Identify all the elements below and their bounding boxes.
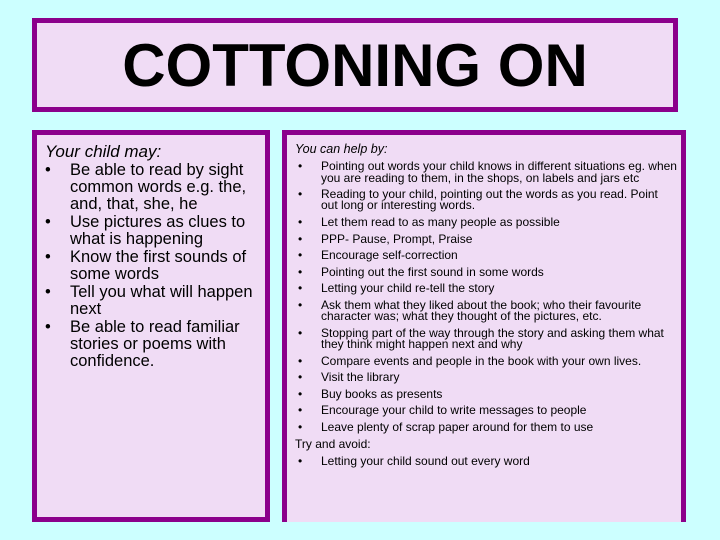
list-item: • Know the first sounds of some words xyxy=(45,248,247,283)
list-item: • Be able to read by sight common words e.g. the, and, that, she, he xyxy=(45,161,247,213)
bullet-icon: • xyxy=(298,419,303,434)
list-item: • Pointing out words your child knows in different situations eg. when you are reading to them, in the shops, on labels and jars etc xyxy=(298,159,677,185)
list-item: • Reading to your child, pointing out the words as you read. Point out long or interesting words. xyxy=(298,187,658,213)
list-item: • Leave plenty of scrap paper around for them to use xyxy=(298,419,594,434)
bullet-icon: • xyxy=(298,353,303,368)
bullet-icon: • xyxy=(298,231,303,246)
list-item: • Compare events and people in the book with your own lives. xyxy=(298,353,642,368)
page-title: COTTONING ON xyxy=(122,31,588,99)
bullet-icon: • xyxy=(298,386,303,401)
bullet-icon: • xyxy=(298,403,303,418)
bullet-icon: • xyxy=(298,281,303,296)
list-item: • Stopping part of the way through the story and asking them what they think might happen next and why xyxy=(298,325,664,351)
help-by-heading: You can help by: xyxy=(295,142,388,156)
list-item: • Letting your child re-tell the story xyxy=(298,281,495,296)
bullet-icon: • xyxy=(298,325,303,340)
list-item: • Let them read to as many people as possible xyxy=(298,214,560,229)
avoid-list xyxy=(295,453,677,468)
child-may-list xyxy=(45,162,259,370)
list-item: • Visit the library xyxy=(298,370,400,385)
bullet-icon: • xyxy=(45,283,51,301)
list-item: • Tell you what will happen next xyxy=(45,283,253,318)
list-item: • Encourage your child to write messages to people xyxy=(298,403,587,418)
list-item: • Use pictures as clues to what is happening xyxy=(45,213,246,248)
bullet-icon: • xyxy=(298,297,303,312)
list-item: • Encourage self-correction xyxy=(298,248,458,263)
list-item: • Ask them what they liked about the book; who their favourite character was; what they thought of the pictures, etc. xyxy=(298,297,642,324)
title-panel xyxy=(32,18,678,112)
bullet-icon: • xyxy=(298,187,303,202)
list-item: • Pointing out the first sound in some words xyxy=(298,264,544,279)
bullet-icon: • xyxy=(45,248,51,266)
bullet-icon: • xyxy=(45,318,51,336)
help-by-panel xyxy=(282,130,686,522)
bullet-icon: • xyxy=(298,264,303,279)
bullet-icon: • xyxy=(45,161,51,179)
list-item: • PPP- Pause, Prompt, Praise xyxy=(298,231,473,246)
bullet-icon: • xyxy=(298,214,303,229)
list-item: • Be able to read familiar stories or poems with confidence. xyxy=(45,318,240,370)
avoid-heading: Try and avoid: xyxy=(295,437,371,452)
bullet-icon: • xyxy=(298,248,303,263)
bullet-icon: • xyxy=(298,370,303,385)
help-by-list xyxy=(295,161,677,433)
child-may-panel xyxy=(32,130,270,522)
bullet-icon: • xyxy=(45,213,51,231)
bullet-icon: • xyxy=(298,453,303,468)
list-item: • Letting your child sound out every word xyxy=(298,453,530,468)
bullet-icon: • xyxy=(298,159,303,174)
list-item: • Buy books as presents xyxy=(298,386,443,401)
child-may-heading: Your child may: xyxy=(45,142,162,161)
